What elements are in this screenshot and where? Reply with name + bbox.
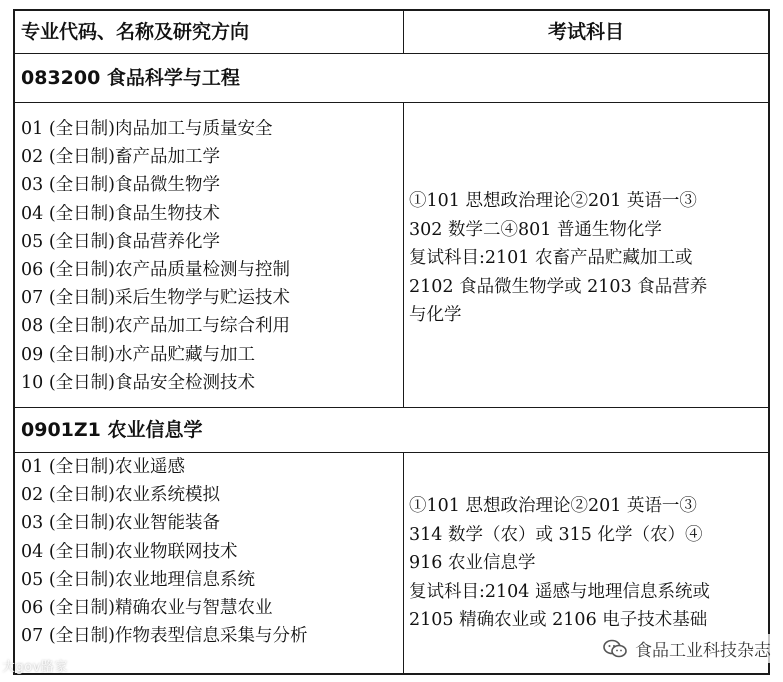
direction-list-agri-informatics — [21, 453, 399, 650]
subject-line: 916 农业信息学 — [409, 553, 536, 574]
header-major-direction: 专业代码、名称及研究方向 — [21, 21, 250, 43]
subject-line: 2105 精确农业或 2106 电子技术基础 — [409, 610, 708, 631]
subject-line: 与化学 — [409, 305, 462, 326]
direction-item: 07 (全日制)采后生物学与贮运技术 — [21, 288, 290, 309]
section-title-food-science: 083200 食品科学与工程 — [15, 53, 768, 103]
exam-subject-table — [13, 9, 770, 675]
direction-item: 06 (全日制)精确农业与智慧农业 — [21, 598, 273, 619]
direction-item: 04 (全日制)农业物联网技术 — [21, 541, 238, 562]
subject-line: 复试科目:2104 遥感与地理信息系统或 — [409, 581, 710, 602]
direction-item: 06 (全日制)农产品质量检测与控制 — [21, 260, 290, 281]
direction-list-food-science — [21, 115, 399, 397]
section-title-agri-informatics: 0901Z1 农业信息学 — [15, 407, 768, 453]
section2-column-divider — [403, 453, 404, 675]
exam-subjects-agri-informatics — [409, 492, 765, 635]
wechat-icon — [603, 639, 627, 659]
subject-line: 2102 食品微生物学或 2103 食品营养 — [409, 276, 708, 297]
direction-item: 03 (全日制)农业智能装备 — [21, 513, 220, 534]
direction-item: 05 (全日制)农业地理信息系统 — [21, 569, 255, 590]
section1-column-divider — [403, 103, 404, 407]
subject-line: 复试科目:2101 农畜产品贮藏加工或 — [409, 248, 693, 269]
subject-line: 314 数学（农）或 315 化学（农）④ — [409, 524, 703, 545]
header-exam-subjects: 考试科目 — [547, 21, 624, 43]
subject-line: ①101 思想政治理论②201 英语一③ — [409, 496, 697, 516]
direction-item: 01 (全日制)肉品加工与质量安全 — [21, 119, 273, 139]
direction-item: 02 (全日制)畜产品加工学 — [21, 147, 220, 168]
watermark-right — [599, 634, 775, 663]
direction-item: 03 (全日制)食品微生物学 — [21, 175, 220, 196]
direction-item: 10 (全日制)食品安全检测技术 — [21, 372, 255, 393]
header-column-divider — [403, 11, 404, 53]
direction-item: 09 (全日制)水产品贮藏与加工 — [21, 344, 255, 365]
watermark-right-text: 食品工业科技杂志 — [635, 641, 771, 661]
table-header-row — [15, 11, 768, 54]
subject-line: 302 数学二④801 普通生物化学 — [409, 219, 662, 240]
direction-item: 02 (全日制)农业系统模拟 — [21, 485, 220, 506]
direction-item: 08 (全日制)农产品加工与综合利用 — [21, 316, 290, 337]
direction-item: 05 (全日制)食品营养化学 — [21, 231, 220, 252]
exam-subjects-food-science — [409, 187, 765, 330]
direction-item: 04 (全日制)食品生物技术 — [21, 203, 220, 224]
direction-item: 07 (全日制)作物表型信息采集与分析 — [21, 626, 308, 647]
direction-item: 01 (全日制)农业遥感 — [21, 457, 185, 477]
subject-line: ①101 思想政治理论②201 英语一③ — [409, 191, 697, 211]
watermark-left: 大gov路家 — [2, 660, 68, 675]
